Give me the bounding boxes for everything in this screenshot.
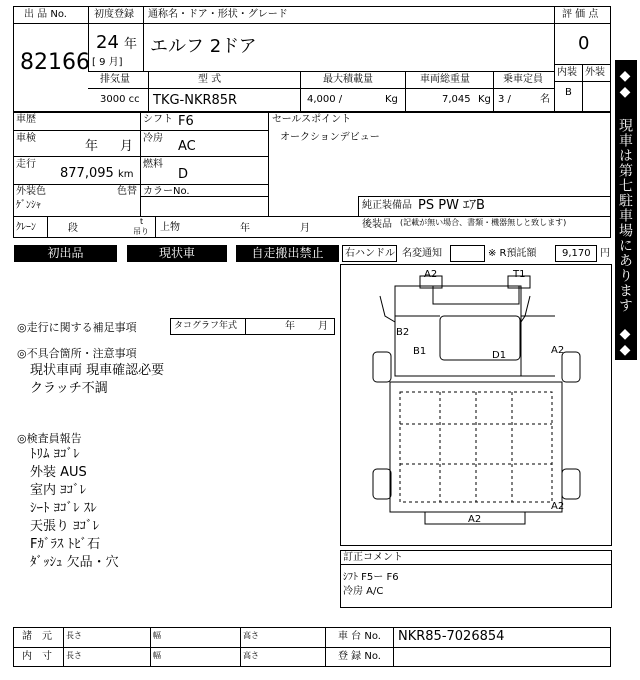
width-label: 幅 — [153, 651, 161, 660]
max-load-label: 最大積載量 — [323, 74, 373, 85]
gross-weight: 7,045 — [442, 94, 471, 105]
displacement-label: 排気量 — [100, 74, 130, 85]
capacity-label: 乗車定員 — [503, 74, 543, 85]
side-banner-text: 現車は第七駐車場にあります — [617, 118, 633, 313]
displacement-value: 3000 cc — [100, 94, 140, 105]
length-label: 長さ — [66, 651, 82, 660]
color-no-label: カラーNo. — [143, 186, 190, 197]
details-line-4 — [13, 216, 611, 217]
report-item: ﾀﾞｯｼｭ 欠品・穴 — [30, 555, 119, 570]
tailgate-month: 月 — [300, 223, 310, 234]
inspection-year: 年 — [85, 139, 99, 154]
capacity-unit: 名 — [540, 94, 550, 105]
details-divider-color — [140, 184, 141, 216]
details-line-equip — [358, 196, 611, 197]
model-code-label: 型 式 — [198, 74, 222, 85]
chassis-no: NKR85-7026854 — [398, 629, 505, 644]
report-item: 外装 AUS — [30, 465, 87, 480]
capacity-value: 3 / — [498, 94, 511, 105]
header-divider-grade — [582, 64, 583, 112]
interior-label: 内装 — [557, 67, 577, 78]
first-reg-year: 24 — [96, 32, 119, 53]
header-divider-spec-1 — [148, 71, 149, 112]
tacho-label: タコグラフ年式 — [174, 321, 238, 331]
details-divider-1 — [140, 112, 141, 184]
footer-line-mid — [13, 647, 611, 648]
recycle-label: ※ R預託額 — [488, 248, 537, 259]
footer-divider-4 — [325, 627, 326, 667]
crane-step: 段 — [68, 223, 78, 234]
dims-row-label: 内 寸 — [22, 651, 52, 662]
height-label: 高さ — [243, 631, 259, 640]
tacho-month: 月 — [318, 321, 328, 332]
details-divider-equip — [358, 196, 359, 216]
model-name: エルフ 2ドア — [150, 36, 257, 57]
damage-mark: D1 — [492, 350, 507, 361]
footer-divider-3 — [240, 627, 241, 667]
model-code: TKG-NKR85R — [153, 93, 238, 108]
mileage-unit: km — [118, 169, 134, 180]
defect-label: ◎不具合箇所・注意事項 — [17, 347, 137, 360]
fuel-label: 燃料 — [143, 159, 163, 170]
no-self-drive-tag: 自走搬出禁止 — [236, 245, 339, 262]
details-divider-2 — [268, 112, 269, 216]
handle-value: 右ハンドル — [345, 248, 395, 259]
aircon-value: AC — [178, 139, 196, 154]
genuine-equipment: PS PW ｴｱB — [418, 198, 485, 213]
interior-grade: B — [565, 87, 572, 98]
correction-line-text: ｼﾌﾄ F5ー F6 — [343, 572, 399, 583]
header-line-spec-2 — [88, 88, 554, 89]
aftermarket-label: 後装品 — [362, 219, 392, 230]
mileage-label: 走行 — [16, 159, 36, 170]
correction-line — [340, 564, 612, 565]
aftermarket-note: (記載が無い場合、書類・機器無しと致します) — [400, 218, 567, 227]
damage-mark: A2 — [424, 269, 438, 280]
length-label: 長さ — [66, 631, 82, 640]
header-divider-spec-4 — [493, 71, 494, 112]
first-reg-label: 初度登録 — [94, 9, 134, 20]
report-item: 天張り ﾖｺﾞﾚ — [30, 519, 100, 534]
tacho-year: 年 — [285, 321, 295, 332]
lot-no-label: 出 品 No. — [24, 9, 67, 20]
color-change-label: 色替 — [117, 186, 137, 197]
exterior-label: 外装 — [585, 67, 605, 78]
specs-row-label: 諸 元 — [22, 631, 52, 642]
model-name-label: 通称名・ドア・形状・グレード — [148, 9, 288, 20]
damage-mark: B1 — [413, 346, 427, 357]
header-divider-2 — [143, 6, 144, 71]
tailgate-label: 上物 — [160, 222, 180, 233]
crane-t: t — [140, 217, 144, 226]
inspection-month: 月 — [120, 139, 134, 154]
truck-diagram — [340, 264, 612, 546]
registration-label: 登 録 No. — [338, 651, 381, 662]
header-line-spec — [88, 71, 554, 72]
sales-point: オークションデビュー — [280, 132, 380, 143]
gross-weight-unit: Kg — [478, 94, 491, 105]
max-load-unit: Kg — [385, 94, 398, 105]
score-label: 評 価 点 — [562, 9, 599, 20]
footer-divider-2 — [150, 627, 151, 667]
side-banner-mark: ◆◆ — [617, 68, 633, 100]
score-value: 0 — [578, 33, 590, 54]
damage-mark: B2 — [396, 327, 410, 338]
details-line-1 — [13, 130, 268, 131]
details-line-2 — [13, 156, 268, 157]
width-label: 幅 — [153, 631, 161, 640]
damage-mark: A2 — [468, 514, 482, 525]
footer-divider-5 — [393, 627, 394, 667]
exterior-color-label: 外装色 — [16, 186, 46, 197]
shift-label: シフト — [143, 114, 173, 125]
year-unit: 年 — [124, 37, 138, 52]
defect-item: クラッチ不調 — [30, 381, 108, 396]
inspection-label: 車検 — [16, 133, 36, 144]
header-line-score — [554, 23, 611, 24]
first-reg-month: [ 9 月] — [92, 57, 123, 68]
height-label: 高さ — [243, 651, 259, 660]
first-listing-tag: 初出品 — [14, 245, 117, 262]
report-item: ﾄﾘﾑ ﾖｺﾞﾚ — [30, 447, 80, 462]
history-label: 車歴 — [16, 114, 36, 125]
correction-line-text: 冷房 A/C — [343, 586, 384, 597]
damage-mark: A2 — [551, 345, 565, 356]
driving-label: ◎走行に関する補足事項 — [17, 321, 137, 334]
exterior-color: ｹﾞﾝｼｬ — [16, 200, 41, 211]
crane-lift: 吊り — [133, 227, 149, 236]
footer-divider-1 — [63, 627, 64, 667]
inspector-label: ◎検査員報告 — [17, 432, 82, 445]
tailgate-year: 年 — [240, 223, 250, 234]
aircon-label: 冷房 — [143, 133, 163, 144]
mileage-value: 877,095 — [60, 166, 114, 181]
header-line-title — [13, 23, 554, 24]
report-item: ｼｰﾄ ﾖｺﾞﾚ ｽﾚ — [30, 501, 97, 516]
max-load: 4,000 / — [307, 94, 343, 105]
gross-weight-label: 車両総重量 — [420, 74, 470, 85]
crane-label: ｸﾚｰﾝ — [16, 222, 36, 233]
header-divider-3 — [554, 6, 555, 112]
name-change-box — [450, 245, 485, 262]
side-banner-mark: ◆◆ — [617, 326, 633, 358]
damage-mark: A2 — [551, 501, 565, 512]
details-divider-crane — [155, 216, 156, 238]
header-divider-spec-3 — [405, 71, 406, 112]
sales-point-label: セールスポイント — [272, 114, 352, 125]
report-item: Fｶﾞﾗｽ ﾄﾋﾞ石 — [30, 537, 101, 552]
recycle-unit: 円 — [600, 248, 610, 259]
chassis-label: 車 台 No. — [338, 631, 381, 642]
recycle-amount: 9,170 — [562, 248, 591, 259]
shift-value: F6 — [178, 114, 194, 129]
correction-label: 訂正コメント — [343, 552, 403, 563]
tacho-divider — [245, 318, 246, 335]
name-change-label: 名変通知 — [402, 248, 442, 259]
genuine-equipment-label: 純正装備品 — [362, 200, 412, 211]
report-item: 室内 ﾖｺﾞﾚ — [30, 483, 87, 498]
header-divider-spec-2 — [300, 71, 301, 112]
as-is-tag: 現状車 — [127, 245, 227, 262]
fuel-value: D — [178, 167, 189, 182]
details-divider-crane-2 — [47, 216, 48, 238]
damage-mark: T1 — [513, 269, 526, 280]
defect-item: 現状車両 現車確認必要 — [30, 363, 165, 378]
lot-no: 82166 — [20, 50, 90, 75]
